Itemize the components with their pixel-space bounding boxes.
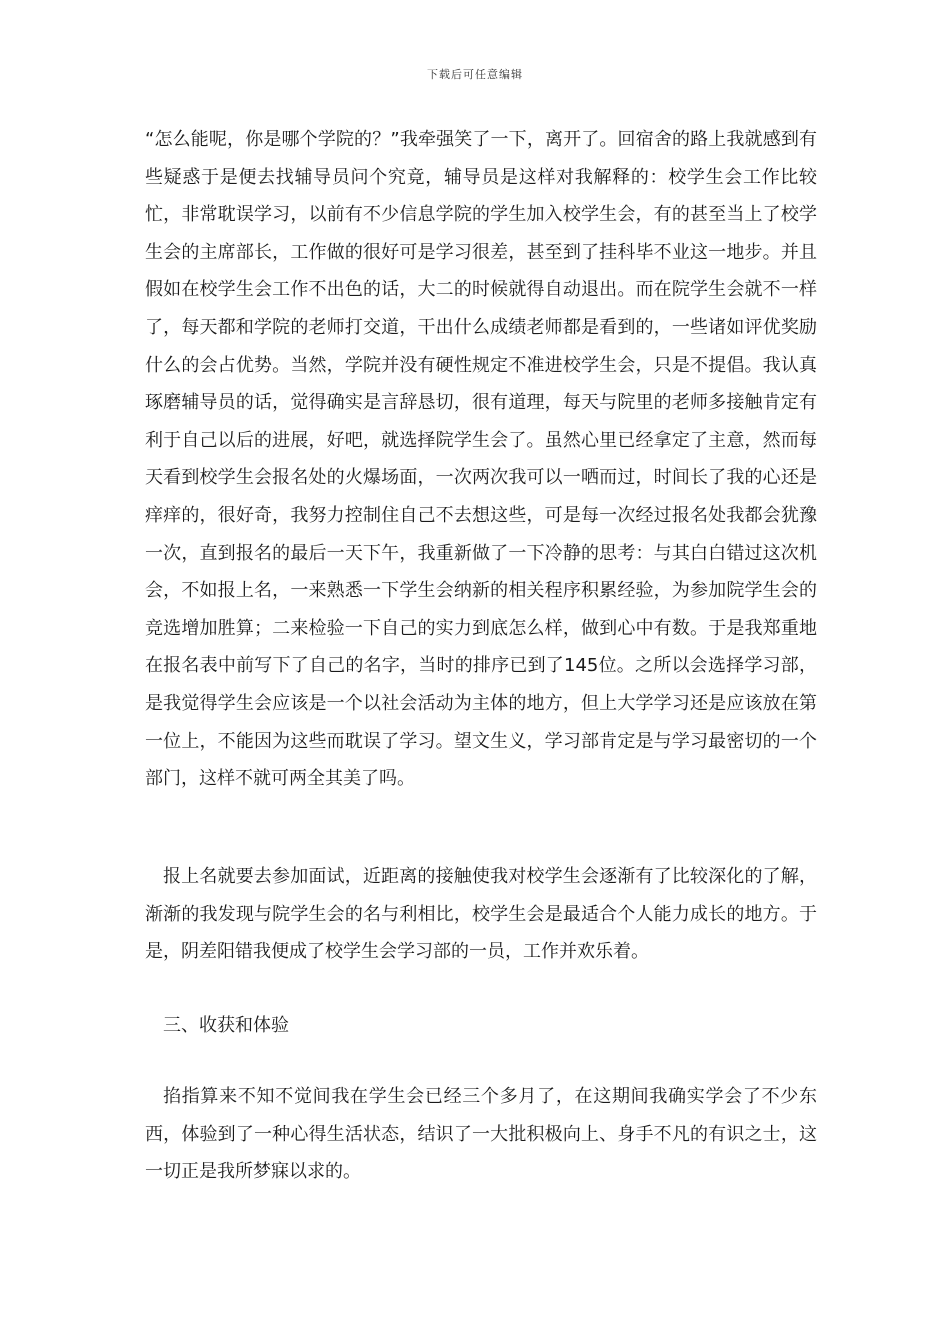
paragraph-1 — [145, 121, 817, 798]
page-header: 下载后可任意编辑 — [427, 68, 523, 81]
paragraph-text: 掐指算来不知不觉间我在学生会已经三个多月了，在这期间我确实学会了不少东西，体验到了一种心得生活状态，结识了一大批积极向上、身手不凡的有识之士，这一切正是我所梦寐以求的。 — [145, 1086, 817, 1183]
section-heading — [145, 1007, 817, 1045]
section-heading-text: 三、收获和体验 — [163, 1015, 289, 1036]
paragraph-2 — [145, 858, 817, 971]
paragraph-3 — [145, 1078, 817, 1191]
paragraph-text: “怎么能呢，你是哪个学院的？”我牵强笑了一下，离开了。回宿舍的路上我就感到有些疑惑于是便去找辅导员问个究竟，辅导员是这样对我解释的：校学生会工作比较忙，非常耽误学习，以前有不少信息学院的学生加入校学生会，有的甚至当上了校学生会的主席部长，工作做的很好可是学习很差，甚至到了挂科毕不业这一地步。并且假如在校学生会工作不出色的话，大二的时候就得自动退出。而在院学生会就不一样了，每天都和学院的老师打交道，干出什么成绩老师都是看到的，一些诸如评优奖励什么的会占优势。当然，学院并没有硬性规定不准进校学生会，只是不提倡。我认真琢磨辅导员的话，觉得确实是言辞恳切，很有道理，每天与院里的老师多接触肯定有利于自己以后的进展，好吧，就选择院学生会了。虽然心里已经拿定了主意，然而每天看到校学生会报名处的火爆场面，一次两次我可以一哂而过，时间长了我的心还是痒痒的，很好奇，我努力控制住自己不去想这些，可是每一次经过报名处我都会犹豫一次，直到报名的最后一天下午，我重新做了一下冷静的思考：与其白白错过这次机会，不如报上名，一来熟悉一下学生会纳新的相关程序积累经验，为参加院学生会的竞选增加胜算；二来检验一下自己的实力到底怎么样，做到心中有数。于是我郑重地在报名表中前写下了自己的名字，当时的排序已到了145位。之所以会选择学习部，是我觉得学生会应该是一个以社会活动为主体的地方，但上大学学习还是应该放在第一位上，不能因为这些而耽误了学习。望文生义，学习部肯定是与学习最密切的一个部门，这样不就可两全其美了吗。 — [145, 129, 817, 790]
paragraph-text: 报上名就要去参加面试，近距离的接触使我对校学生会逐渐有了比较深化的了解，渐渐的我发现与院学生会的名与利相比，校学生会是最适合个人能力成长的地方。于是，阴差阳错我便成了校学生会学习部的一员，工作并欢乐着。 — [145, 866, 817, 963]
